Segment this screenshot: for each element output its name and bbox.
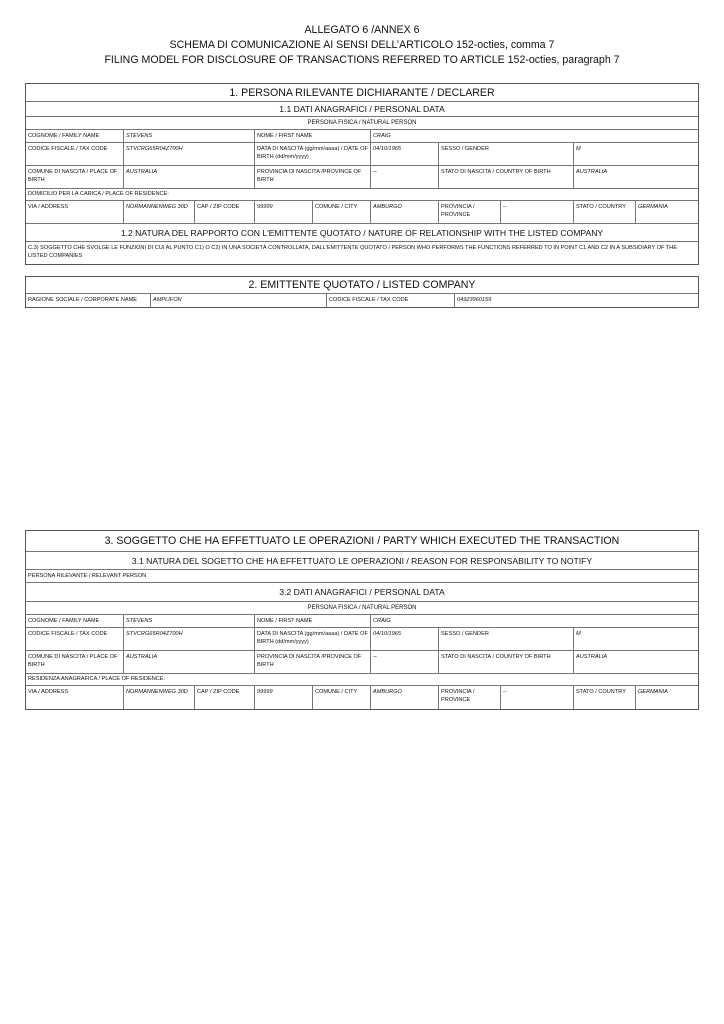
name-row-3 (26, 615, 698, 628)
relevant-person-row (26, 570, 698, 583)
address-value: NORMANNENWEG 30D (123, 201, 194, 223)
birthplace-row (26, 166, 698, 189)
name-row (26, 130, 698, 143)
tax-code-label: CODICE FISCALE / TAX CODE (28, 146, 108, 152)
city-label-3: COMUNE / CITY (312, 686, 370, 709)
corporate-name-value: AMPLIFON (150, 294, 326, 307)
family-name-value-3: STEVENS (123, 615, 254, 627)
country-of-birth-label-3: STATO DI NASCITA / COUNTRY OF BIRTH (438, 651, 573, 673)
tax-dob-row (26, 143, 698, 166)
listed-company-title-row (26, 277, 698, 294)
section-executing-party (25, 530, 699, 710)
natural-person-row-3 (26, 602, 698, 615)
domicile-label: DOMICILIO PER LA CARICA / PLACE OF RESIDENCE: (28, 191, 169, 197)
place-of-birth-label: COMUNE DI NASCITA / PLACE OF BIRTH (28, 169, 118, 183)
corporate-name-label: RAGIONE SOCIALE / CORPORATE NAME (28, 297, 137, 303)
gender-label-3: SESSO / GENDER (438, 628, 573, 650)
section-2-title: 2. EMITTENTE QUOTATO / LISTED COMPANY (248, 279, 476, 291)
province-value-3: -- (500, 686, 573, 709)
country-value: GERMANIA (635, 201, 698, 223)
city-value-3: AMBURGO (370, 686, 438, 709)
address-label: VIA / ADDRESS (28, 204, 69, 210)
corporate-row (26, 294, 698, 307)
relevant-person-value: PERSONA RILEVANTE / RELEVANT PERSON (28, 573, 147, 579)
section-3-1-title: 3.1 NATURA DEL SOGETTO CHE HA EFFETTUATO LE OPERAZIONI / REASON FOR RESPONSABILITY TO NOTIFY (131, 555, 593, 566)
relationship-title-row (26, 224, 698, 242)
address-value-3: NORMANNENWEG 30D (123, 686, 194, 709)
family-name-label: COGNOME / FAMILY NAME (28, 133, 100, 139)
dob-label: DATA DI NASCITA (gg/mm/aaaa) / DATE OF BIRTH (dd/mm/yyyy) (254, 143, 370, 165)
section-3-title: 3. SOGGETTO CHE HA EFFETTUATO LE OPERAZIONI / PARTY WHICH EXECUTED THE TRANSACTION (104, 535, 620, 547)
annex-title: ALLEGATO 6 /ANNEX 6 (304, 24, 420, 36)
province-of-birth-value: -- (370, 166, 438, 188)
natural-person-label: PERSONA FISICA / NATURAL PERSON (307, 120, 417, 126)
first-name-value: CRAIG (370, 130, 698, 142)
province-value: -- (500, 201, 573, 223)
domicile-row (26, 189, 698, 201)
schema-title: SCHEMA DI COMUNICAZIONE AI SENSI DELL’ARTICOLO 152-octies, comma 7 (169, 39, 555, 51)
relationship-row (26, 242, 698, 264)
dob-value: 04/10/1965 (370, 143, 438, 165)
section-declarer (25, 83, 699, 265)
province-of-birth-label: PROVINCIA DI NASCITA /PROVINCE OF BIRTH (254, 166, 370, 188)
place-of-birth-value-3: AUSTRALIA (123, 651, 254, 673)
first-name-label-3: NOME / FIRST NAME (254, 615, 370, 627)
dob-value-3: 04/10/1965 (370, 628, 438, 650)
country-value-3: GERMANIA (635, 686, 698, 709)
tax-code-value: STVCRG65R04Z700H (123, 143, 254, 165)
province-of-birth-value-3: -- (370, 651, 438, 673)
residence-label: RESIDENZA ANAGRAFICA / PLACE OF RESIDENCE: (28, 676, 166, 682)
city-label: COMUNE / CITY (312, 201, 370, 223)
section-listed-company (25, 276, 699, 308)
reason-title-row (26, 552, 698, 570)
natural-person-label-3: PERSONA FISICA / NATURAL PERSON (307, 605, 417, 611)
gender-value-3: M (573, 628, 698, 650)
gender-label: SESSO / GENDER (438, 143, 573, 165)
company-tax-code-value: 04923960159 (454, 294, 698, 307)
company-tax-code-label: CODICE FISCALE / TAX CODE (326, 294, 454, 307)
family-name-label-3: COGNOME / FAMILY NAME (28, 618, 100, 624)
country-label-3: STATO / COUNTRY (573, 686, 635, 709)
section-3-2-title: 3.2 DATI ANAGRAFICI / PERSONAL DATA (279, 587, 445, 597)
zip-code-value: 99999 (254, 201, 312, 223)
zip-code-value-3: 99999 (254, 686, 312, 709)
country-label: STATO / COUNTRY (573, 201, 635, 223)
tax-dob-row-3 (26, 628, 698, 651)
country-of-birth-value: AUSTRALIA (573, 166, 698, 188)
first-name-value-3: CRAIG (370, 615, 698, 627)
personal-data-row (26, 102, 698, 117)
province-label-3: PROVINCIA / PROVINCE (438, 686, 500, 709)
address-label-3: VIA / ADDRESS (28, 689, 69, 695)
dob-label-3: DATA DI NASCITA (gg/mm/aaaa) / DATE OF BIRTH (dd/mm/yyyy) (254, 628, 370, 650)
filing-model-title: FILING MODEL FOR DISCLOSURE OF TRANSACTIONS REFERRED TO ARTICLE 152-octies, paragraph 7 (104, 54, 620, 66)
province-of-birth-label-3: PROVINCIA DI NASCITA /PROVINCE OF BIRTH (254, 651, 370, 673)
first-name-label: NOME / FIRST NAME (254, 130, 370, 142)
address-row-3 (26, 686, 698, 709)
zip-code-label: CAP / ZIP CODE (194, 201, 254, 223)
section-1-title: 1. PERSONA RILEVANTE DICHIARANTE / DECLARER (229, 86, 495, 99)
country-of-birth-value-3: AUSTRALIA (573, 651, 698, 673)
relationship-value: C.3) SOGGETTO CHE SVOLGE LE FUNZIONI DI CUI AL PUNTO C1) O C2) IN UNA SOCIETÀ CONTROLLATA, DALL'EMITTENTE QUOTATO / PERSON WHO PERFORMS THE FUNCTIONS REFERRED TO IN POINT C1 AND C2 IN A SUBSIDIARY OF THE LISTED COMPANIES (28, 245, 678, 259)
province-label: PROVINCIA / PROVINCE (438, 201, 500, 223)
natural-person-row (26, 117, 698, 130)
personal-data-row-3 (26, 583, 698, 602)
tax-code-label-3: CODICE FISCALE / TAX CODE (28, 631, 108, 637)
place-of-birth-label-3: COMUNE DI NASCITA / PLACE OF BIRTH (28, 654, 118, 668)
section-1-2-title: 1.2 NATURA DEL RAPPORTO CON L'EMITTENTE QUOTATO / NATURE OF RELATIONSHIP WITH THE LISTED COMPANY (120, 227, 604, 238)
country-of-birth-label: STATO DI NASCITA / COUNTRY OF BIRTH (438, 166, 573, 188)
section-1-1-title: 1.1 DATI ANAGRAFICI / PERSONAL DATA (279, 104, 445, 114)
tax-code-value-3: STVCRG65R04Z700H (123, 628, 254, 650)
gender-value: M (573, 143, 698, 165)
executing-party-title-row (26, 531, 698, 552)
address-row (26, 201, 698, 224)
declarer-title-row (26, 84, 698, 102)
city-value: AMBURGO (370, 201, 438, 223)
birthplace-row-3 (26, 651, 698, 674)
family-name-value: STEVENS (123, 130, 254, 142)
place-of-birth-value: AUSTRALIA (123, 166, 254, 188)
zip-code-label-3: CAP / ZIP CODE (194, 686, 254, 709)
residence-row (26, 674, 698, 686)
